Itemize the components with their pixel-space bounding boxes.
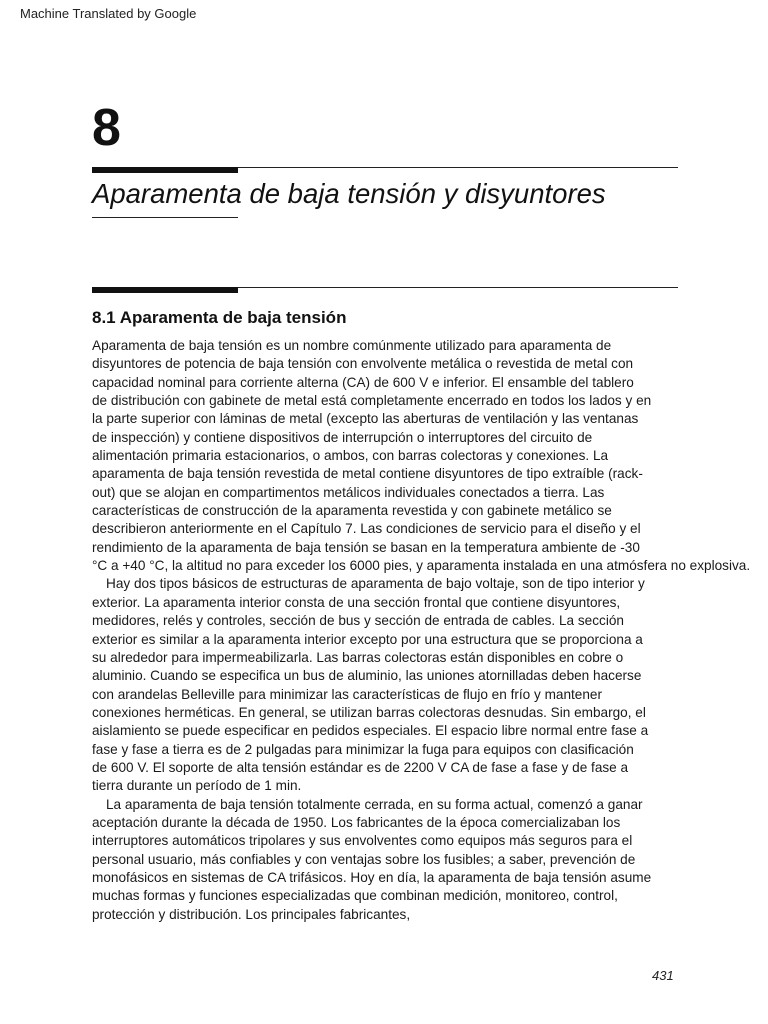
body-line: muchas formas y funciones especializadas que combinan medición, monitoreo, control, (92, 888, 618, 904)
body-line: características de construcción de la aparamenta revestida y con gabinete metálico se (92, 503, 612, 519)
body-line: aparamenta de baja tensión revestida de metal contiene disyuntores de tipo extraíble (rack- (92, 466, 643, 482)
body-line: describieron anteriormente en el Capítulo 7. Las condiciones de servicio para el diseño y el (92, 521, 641, 537)
body-line: °C a +40 °C, la altitud no para exceder los 6000 pies, y aparamenta instalada en una atmósfera no explosiva. (92, 558, 751, 574)
body-line: out) que se alojan en compartimentos metálicos individuales conectados a tierra. Las (92, 484, 605, 500)
body-line: Hay dos tipos básicos de estructuras de aparamenta de bajo voltaje, son de tipo interior y (106, 576, 645, 592)
body-line: aluminio. Cuando se especifica un bus de aluminio, las uniones atornilladas deben hacerse (92, 668, 642, 684)
section-rule (238, 287, 678, 288)
body-line: de 600 V. El soporte de alta tensión estándar es de 2200 V CA de fase a fase y de fase a (92, 759, 629, 775)
title-underline (92, 217, 238, 218)
body-line: medidores, relés y controles, sección de bus y sección de entrada de cables. La sección (92, 613, 624, 629)
section-bar-thick (92, 287, 238, 293)
body-line: disyuntores de potencia de baja tensión con envolvente metálica o revestida de metal con (92, 356, 634, 372)
body-line: fase y fase a tierra es de 2 pulgadas para minimizar la fuga para equipos con clasificación (92, 741, 634, 757)
body-line: conexiones herméticas. En general, se utilizan barras colectoras desnudas. Sin embargo, el (92, 704, 646, 720)
body-line: protección y distribución. Los principales fabricantes, (92, 906, 411, 922)
body-line: alimentación primaria estacionarios, o ambos, con barras colectoras y conexiones. La (92, 448, 609, 464)
body-line: aceptación durante la década de 1950. Los fabricantes de la época comercializaban los (92, 814, 621, 830)
body-line: personal usuario, más confiables y con ventajas sobre los fusibles; a saber, prevención de (92, 851, 636, 867)
body-line: exterior. La aparamenta interior consta de una sección frontal que contiene disyuntores, (92, 594, 621, 610)
chapter-number: 8 (92, 99, 121, 157)
body-line: La aparamenta de baja tensión totalmente cerrada, en su forma actual, comenzó a ganar (106, 796, 643, 812)
body-line: de distribución con gabinete de metal está completamente encerrado en todos los lados y en (92, 393, 652, 409)
body-line: capacidad nominal para corriente alterna (CA) de 600 V e inferior. El ensamble del tablero (92, 374, 634, 390)
chapter-rule (238, 167, 678, 168)
body-line: interruptores automáticos tripolares y sus envolventes como equipos más seguros para el (92, 833, 633, 849)
body-line: exterior es similar a la aparamenta interior excepto por una estructura que se proporciona a (92, 631, 643, 647)
section-body (92, 337, 751, 924)
body-line: Aparamenta de baja tensión es un nombre comúnmente utilizado para aparamenta de (92, 338, 612, 353)
machine-translation-note: Machine Translated by Google (20, 6, 197, 21)
body-line: rendimiento de la aparamenta de baja tensión se basan en la temperatura ambiente de -30 (92, 539, 640, 555)
body-line: aislamiento se puede especificar en pedidos especiales. El espacio libre normal entre fase a (92, 723, 649, 739)
page-number: 431 (652, 968, 674, 983)
body-line: monofásicos en sistemas de CA trifásicos. Hoy en día, la aparamenta de baja tensión asume (92, 869, 652, 885)
body-line: tierra durante un período de 1 min. (92, 778, 302, 794)
body-line: su alrededor para impermeabilizarla. Las barras colectoras están disponibles en cobre o (92, 649, 624, 665)
chapter-bar-thick (92, 167, 238, 173)
body-line: la parte superior con láminas de metal (excepto las aberturas de ventilación y las ventanas (92, 411, 639, 427)
chapter-title: Aparamenta de baja tensión y disyuntores (92, 178, 606, 209)
section-heading: 8.1 Aparamenta de baja tensión (92, 308, 347, 327)
body-line: con arandelas Belleville para minimizar las características de flujo en frío y mantener (92, 686, 602, 702)
body-line: de inspección) y contiene dispositivos de interrupción o interruptores del circuito de (92, 429, 593, 445)
